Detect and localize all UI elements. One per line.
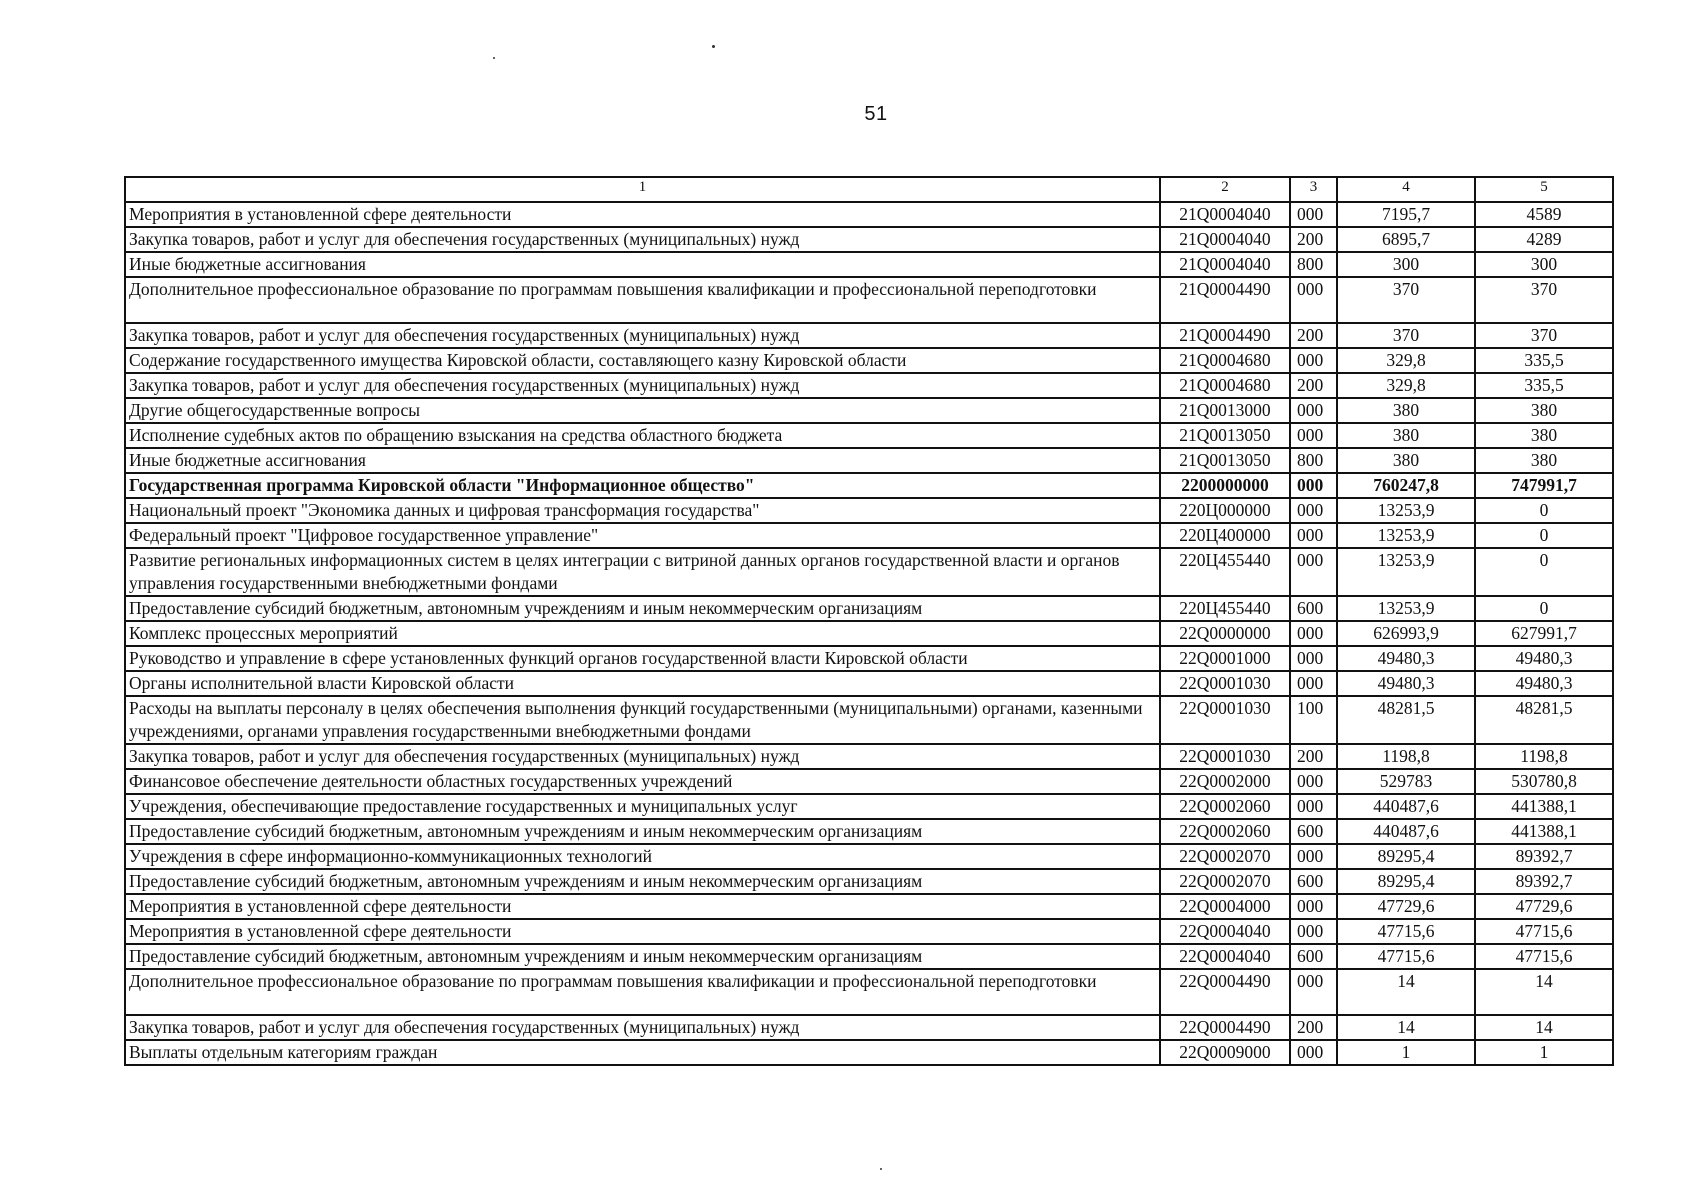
row-name-cell: Учреждения в сфере информационно-коммуникационных технологий <box>125 844 1160 869</box>
row-value-col4-cell: 47729,6 <box>1337 894 1475 919</box>
row-value-col5-cell: 4289 <box>1475 227 1613 252</box>
table-row <box>125 323 1613 348</box>
scan-speck <box>880 1168 882 1170</box>
page-number: 51 <box>864 103 888 125</box>
row-type-cell: 000 <box>1290 769 1337 794</box>
row-code-cell: 21Q0013050 <box>1160 423 1290 448</box>
row-type-cell: 000 <box>1290 894 1337 919</box>
row-type-cell: 000 <box>1290 621 1337 646</box>
row-value-col4-cell: 370 <box>1337 323 1475 348</box>
row-value-col5-cell: 0 <box>1475 498 1613 523</box>
table-row <box>125 744 1613 769</box>
table-row <box>125 894 1613 919</box>
column-header: 1 <box>125 177 1160 202</box>
row-type-cell: 000 <box>1290 348 1337 373</box>
row-type-cell: 000 <box>1290 277 1337 323</box>
table-row <box>125 448 1613 473</box>
row-value-col5-cell: 14 <box>1475 1015 1613 1040</box>
table-row <box>125 844 1613 869</box>
row-type-cell: 600 <box>1290 596 1337 621</box>
row-value-col5-cell: 747991,7 <box>1475 473 1613 498</box>
row-code-cell: 22Q0001030 <box>1160 671 1290 696</box>
row-type-cell: 000 <box>1290 548 1337 596</box>
row-type-cell: 600 <box>1290 819 1337 844</box>
row-value-col5-cell: 0 <box>1475 548 1613 596</box>
row-value-col4-cell: 380 <box>1337 423 1475 448</box>
row-value-col5-cell: 47715,6 <box>1475 944 1613 969</box>
table-row <box>125 277 1613 323</box>
table-row <box>125 498 1613 523</box>
row-value-col4-cell: 329,8 <box>1337 348 1475 373</box>
row-type-cell: 000 <box>1290 844 1337 869</box>
row-value-col4-cell: 13253,9 <box>1337 548 1475 596</box>
row-code-cell: 22Q0001030 <box>1160 744 1290 769</box>
row-value-col5-cell: 0 <box>1475 596 1613 621</box>
row-value-col4-cell: 380 <box>1337 448 1475 473</box>
table-body <box>125 202 1613 1065</box>
table-row <box>125 696 1613 744</box>
row-name-cell: Государственная программа Кировской области "Информационное общество" <box>125 473 1160 498</box>
row-value-col5-cell: 1198,8 <box>1475 744 1613 769</box>
table-row <box>125 596 1613 621</box>
table-row <box>125 969 1613 1015</box>
row-value-col5-cell: 441388,1 <box>1475 794 1613 819</box>
row-type-cell: 600 <box>1290 944 1337 969</box>
row-value-col5-cell: 4589 <box>1475 202 1613 227</box>
table-row <box>125 621 1613 646</box>
row-code-cell: 22Q0001030 <box>1160 696 1290 744</box>
row-code-cell: 21Q0004040 <box>1160 202 1290 227</box>
row-code-cell: 22Q0004040 <box>1160 919 1290 944</box>
row-value-col4-cell: 329,8 <box>1337 373 1475 398</box>
row-name-cell: Исполнение судебных актов по обращению взыскания на средства областного бюджета <box>125 423 1160 448</box>
row-name-cell: Иные бюджетные ассигнования <box>125 448 1160 473</box>
row-type-cell: 000 <box>1290 646 1337 671</box>
row-code-cell: 22Q0002060 <box>1160 794 1290 819</box>
row-code-cell: 22Q0002000 <box>1160 769 1290 794</box>
row-name-cell: Закупка товаров, работ и услуг для обеспечения государственных (муниципальных) нужд <box>125 373 1160 398</box>
row-type-cell: 100 <box>1290 696 1337 744</box>
row-value-col5-cell: 370 <box>1475 277 1613 323</box>
row-type-cell: 800 <box>1290 252 1337 277</box>
row-code-cell: 22Q0000000 <box>1160 621 1290 646</box>
row-value-col5-cell: 300 <box>1475 252 1613 277</box>
row-type-cell: 800 <box>1290 448 1337 473</box>
row-value-col4-cell: 6895,7 <box>1337 227 1475 252</box>
row-type-cell: 200 <box>1290 1015 1337 1040</box>
row-name-cell: Мероприятия в установленной сфере деятельности <box>125 894 1160 919</box>
row-code-cell: 220Ц455440 <box>1160 548 1290 596</box>
row-value-col5-cell: 49480,3 <box>1475 671 1613 696</box>
row-code-cell: 21Q0004490 <box>1160 323 1290 348</box>
row-value-col5-cell: 370 <box>1475 323 1613 348</box>
column-header: 5 <box>1475 177 1613 202</box>
row-value-col5-cell: 48281,5 <box>1475 696 1613 744</box>
row-value-col5-cell: 335,5 <box>1475 373 1613 398</box>
row-type-cell: 600 <box>1290 869 1337 894</box>
row-value-col5-cell: 335,5 <box>1475 348 1613 373</box>
row-name-cell: Дополнительное профессиональное образование по программам повышения квалификации и профессиональной переподготовки <box>125 277 1160 323</box>
row-type-cell: 000 <box>1290 794 1337 819</box>
row-value-col5-cell: 89392,7 <box>1475 869 1613 894</box>
table-row <box>125 944 1613 969</box>
row-name-cell: Развитие региональных информационных систем в целях интеграции с витриной данных органов государственной власти и органов управления государственными внебюджетными фондами <box>125 548 1160 596</box>
row-value-col4-cell: 47715,6 <box>1337 919 1475 944</box>
row-code-cell: 22Q0004490 <box>1160 1015 1290 1040</box>
row-code-cell: 21Q0013050 <box>1160 448 1290 473</box>
row-code-cell: 2200000000 <box>1160 473 1290 498</box>
table-row <box>125 646 1613 671</box>
row-value-col5-cell: 380 <box>1475 448 1613 473</box>
row-value-col4-cell: 529783 <box>1337 769 1475 794</box>
row-name-cell: Дополнительное профессиональное образование по программам повышения квалификации и профессиональной переподготовки <box>125 969 1160 1015</box>
row-name-cell: Финансовое обеспечение деятельности областных государственных учреждений <box>125 769 1160 794</box>
row-name-cell: Расходы на выплаты персоналу в целях обеспечения выполнения функций государственными (муниципальными) органами, казенными учреждениями, органами управления государственными внебюджетными фондами <box>125 696 1160 744</box>
row-code-cell: 22Q0004490 <box>1160 969 1290 1015</box>
row-value-col5-cell: 380 <box>1475 423 1613 448</box>
row-type-cell: 000 <box>1290 919 1337 944</box>
row-type-cell: 000 <box>1290 398 1337 423</box>
row-code-cell: 22Q0002070 <box>1160 844 1290 869</box>
row-name-cell: Мероприятия в установленной сфере деятельности <box>125 919 1160 944</box>
row-code-cell: 21Q0013000 <box>1160 398 1290 423</box>
column-header: 2 <box>1160 177 1290 202</box>
scan-speck <box>493 57 495 59</box>
row-name-cell: Предоставление субсидий бюджетным, автономным учреждениям и иным некоммерческим организациям <box>125 944 1160 969</box>
row-value-col4-cell: 47715,6 <box>1337 944 1475 969</box>
row-value-col5-cell: 49480,3 <box>1475 646 1613 671</box>
row-value-col5-cell: 1 <box>1475 1040 1613 1065</box>
row-name-cell: Закупка товаров, работ и услуг для обеспечения государственных (муниципальных) нужд <box>125 744 1160 769</box>
table-row <box>125 1015 1613 1040</box>
row-value-col4-cell: 440487,6 <box>1337 819 1475 844</box>
table-row <box>125 523 1613 548</box>
table-row <box>125 202 1613 227</box>
table-row <box>125 1040 1613 1065</box>
row-code-cell: 22Q0004000 <box>1160 894 1290 919</box>
row-value-col5-cell: 530780,8 <box>1475 769 1613 794</box>
row-value-col4-cell: 626993,9 <box>1337 621 1475 646</box>
row-value-col4-cell: 370 <box>1337 277 1475 323</box>
row-value-col5-cell: 380 <box>1475 398 1613 423</box>
table-row <box>125 794 1613 819</box>
row-value-col4-cell: 300 <box>1337 252 1475 277</box>
row-code-cell: 21Q0004040 <box>1160 227 1290 252</box>
row-value-col4-cell: 13253,9 <box>1337 523 1475 548</box>
row-type-cell: 200 <box>1290 744 1337 769</box>
row-type-cell: 200 <box>1290 227 1337 252</box>
row-value-col4-cell: 13253,9 <box>1337 498 1475 523</box>
row-value-col5-cell: 47729,6 <box>1475 894 1613 919</box>
row-code-cell: 21Q0004680 <box>1160 373 1290 398</box>
table-header-row <box>125 177 1613 202</box>
budget-table <box>124 176 1614 1066</box>
row-name-cell: Предоставление субсидий бюджетным, автономным учреждениям и иным некоммерческим организациям <box>125 819 1160 844</box>
row-value-col5-cell: 441388,1 <box>1475 819 1613 844</box>
row-type-cell: 000 <box>1290 969 1337 1015</box>
row-name-cell: Содержание государственного имущества Кировской области, составляющего казну Кировской области <box>125 348 1160 373</box>
row-code-cell: 22Q0002060 <box>1160 819 1290 844</box>
row-value-col4-cell: 7195,7 <box>1337 202 1475 227</box>
row-name-cell: Предоставление субсидий бюджетным, автономным учреждениям и иным некоммерческим организациям <box>125 596 1160 621</box>
row-type-cell: 200 <box>1290 323 1337 348</box>
row-code-cell: 21Q0004490 <box>1160 277 1290 323</box>
row-name-cell: Другие общегосударственные вопросы <box>125 398 1160 423</box>
row-value-col5-cell: 89392,7 <box>1475 844 1613 869</box>
scan-speck <box>712 45 715 48</box>
row-value-col4-cell: 49480,3 <box>1337 671 1475 696</box>
row-name-cell: Закупка товаров, работ и услуг для обеспечения государственных (муниципальных) нужд <box>125 1015 1160 1040</box>
row-name-cell: Комплекс процессных мероприятий <box>125 621 1160 646</box>
row-value-col5-cell: 0 <box>1475 523 1613 548</box>
row-code-cell: 22Q0001000 <box>1160 646 1290 671</box>
row-name-cell: Закупка товаров, работ и услуг для обеспечения государственных (муниципальных) нужд <box>125 227 1160 252</box>
row-value-col4-cell: 89295,4 <box>1337 844 1475 869</box>
row-name-cell: Национальный проект "Экономика данных и цифровая трансформация государства" <box>125 498 1160 523</box>
row-code-cell: 22Q0002070 <box>1160 869 1290 894</box>
row-type-cell: 000 <box>1290 202 1337 227</box>
row-type-cell: 000 <box>1290 498 1337 523</box>
row-code-cell: 220Ц455440 <box>1160 596 1290 621</box>
table-row <box>125 423 1613 448</box>
table-row <box>125 919 1613 944</box>
table-row <box>125 548 1613 596</box>
row-name-cell: Предоставление субсидий бюджетным, автономным учреждениям и иным некоммерческим организациям <box>125 869 1160 894</box>
row-value-col4-cell: 1198,8 <box>1337 744 1475 769</box>
table-row <box>125 348 1613 373</box>
row-code-cell: 220Ц000000 <box>1160 498 1290 523</box>
row-type-cell: 000 <box>1290 523 1337 548</box>
row-name-cell: Федеральный проект "Цифровое государственное управление" <box>125 523 1160 548</box>
row-value-col4-cell: 440487,6 <box>1337 794 1475 819</box>
row-value-col4-cell: 14 <box>1337 1015 1475 1040</box>
table-row <box>125 671 1613 696</box>
row-value-col4-cell: 760247,8 <box>1337 473 1475 498</box>
row-value-col4-cell: 89295,4 <box>1337 869 1475 894</box>
row-code-cell: 22Q0004040 <box>1160 944 1290 969</box>
row-type-cell: 000 <box>1290 423 1337 448</box>
column-header: 3 <box>1290 177 1337 202</box>
table-row <box>125 769 1613 794</box>
row-value-col5-cell: 47715,6 <box>1475 919 1613 944</box>
row-value-col4-cell: 49480,3 <box>1337 646 1475 671</box>
row-value-col4-cell: 14 <box>1337 969 1475 1015</box>
table-row <box>125 373 1613 398</box>
row-code-cell: 21Q0004040 <box>1160 252 1290 277</box>
row-code-cell: 220Ц400000 <box>1160 523 1290 548</box>
row-type-cell: 200 <box>1290 373 1337 398</box>
row-value-col5-cell: 627991,7 <box>1475 621 1613 646</box>
table-row <box>125 252 1613 277</box>
row-name-cell: Органы исполнительной власти Кировской области <box>125 671 1160 696</box>
row-value-col4-cell: 1 <box>1337 1040 1475 1065</box>
row-value-col4-cell: 48281,5 <box>1337 696 1475 744</box>
row-code-cell: 22Q0009000 <box>1160 1040 1290 1065</box>
table-row <box>125 819 1613 844</box>
row-value-col5-cell: 14 <box>1475 969 1613 1015</box>
row-type-cell: 000 <box>1290 1040 1337 1065</box>
row-name-cell: Иные бюджетные ассигнования <box>125 252 1160 277</box>
row-type-cell: 000 <box>1290 473 1337 498</box>
row-name-cell: Выплаты отдельным категориям граждан <box>125 1040 1160 1065</box>
row-value-col4-cell: 380 <box>1337 398 1475 423</box>
row-name-cell: Руководство и управление в сфере установленных функций органов государственной власти Кировской области <box>125 646 1160 671</box>
column-header: 4 <box>1337 177 1475 202</box>
row-type-cell: 000 <box>1290 671 1337 696</box>
table-row <box>125 398 1613 423</box>
table-row <box>125 473 1613 498</box>
table-row <box>125 227 1613 252</box>
table-row <box>125 869 1613 894</box>
row-value-col4-cell: 13253,9 <box>1337 596 1475 621</box>
row-code-cell: 21Q0004680 <box>1160 348 1290 373</box>
row-name-cell: Мероприятия в установленной сфере деятельности <box>125 202 1160 227</box>
row-name-cell: Учреждения, обеспечивающие предоставление государственных и муниципальных услуг <box>125 794 1160 819</box>
row-name-cell: Закупка товаров, работ и услуг для обеспечения государственных (муниципальных) нужд <box>125 323 1160 348</box>
